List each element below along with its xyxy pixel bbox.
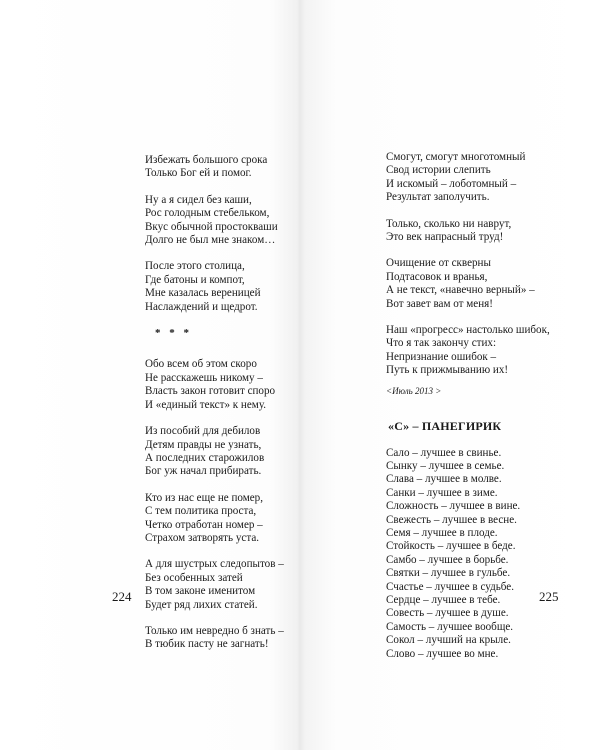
verse-line: Власть закон готовит споро [145,385,276,398]
verse-line: Подтасовок и вранья, [386,270,488,283]
verse-line: В тюбик пасту не загнать! [145,638,269,651]
verse-line: Санки – лучшее в зиме. [386,486,498,499]
verse-line: В том законе именитом [145,585,256,598]
verse-line: С тем политика проста, [145,505,257,518]
stanza [145,425,295,479]
verse-line: Сало – лучшее в свинье. [386,446,502,459]
verse-line: Сынку – лучшее в семье. [386,459,505,472]
verse-line: А для шустрых следопытов – [145,558,284,571]
poem-title: «С» – ПАНЕГИРИК [388,419,502,434]
section-separator: * * * [155,327,192,340]
verse-line: Что я так закончу стих: [386,337,497,350]
verse-line: Без особенных затей [145,571,243,584]
verse-line: Наш «прогресс» настолько шибок, [386,324,550,337]
verse-line: После этого столица, [145,260,245,273]
verse-line: Избежать большого срока [145,154,268,166]
verse-line: Кто из нас еще не помер, [145,491,263,504]
stanza [386,257,586,311]
stanza [145,358,295,412]
verse-line: Сложность – лучшее в вине. [386,500,521,513]
stanza [145,260,295,314]
verse-line: Обо всем об этом скоро [145,358,257,371]
verse-line: Не расскажешь никому – [145,371,263,384]
verse-line: Совесть – лучшее в душе. [386,607,509,620]
verse-line: Наслаждений и щедрот. [145,300,258,313]
verse-line: Вот завет вам от меня! [386,297,493,310]
verse-line: Путь к прижмыванию их! [386,364,509,377]
stanza [145,492,295,546]
verse-line: Мне казалась вереницей [145,287,261,300]
verse-line: Самость – лучшее вообще. [386,620,514,633]
verse-line: Рос голодным стебельком, [145,207,270,220]
verse-line: Бог уж начал прибирать. [145,465,262,478]
verse-line: Святки – лучшее в гульбе. [386,567,511,580]
verse-line: И искомый – лоботомный – [386,177,517,190]
verse-line: Вкус обычной простокваши [145,220,278,233]
verse-line: Четко отработан номер – [145,518,263,531]
verse-line: Только, сколько ни наврут, [386,217,512,230]
verse-line: Только им невредно б знать – [145,624,284,637]
verse-line: Сокол – лучший на крыле. [386,634,511,647]
verse-line: Непризнание ошибок – [386,350,497,363]
verse-line: Смогут, смогут многотомный [386,151,526,163]
verse-line: Самбо – лучшее в борьбе. [386,553,509,566]
page-number: 225 [539,589,559,604]
stanza [145,625,295,652]
stanza [386,218,586,245]
verse-line: Слава – лучшее в молве. [386,473,502,486]
right-page [300,0,600,750]
stanza [386,324,586,378]
verse-line: Свежесть – лучшее в весне. [386,513,517,526]
verse-line: Будет ряд лихих статей. [145,598,258,611]
verse-line: Результат заполучить. [386,191,490,204]
verse-line: Долго не был мне знаком… [145,234,276,247]
verse-line: Сердце – лучшее в тебе. [386,593,501,606]
verse-line: Счастье – лучшее в судьбе. [386,580,514,593]
verse-line: Ну а я сидел без каши, [145,193,252,206]
verse-line: Очищение от скверны [386,257,491,270]
verse-line: А последних старожилов [145,451,265,464]
verse-line: Это век напрасный труд! [386,231,504,244]
verse-line: Свод истории слепить [386,164,491,177]
verse-line: Детям правды не узнать, [145,438,262,451]
verse-line: Слово – лучшее во мне. [386,647,499,660]
stanza [386,151,586,205]
verse-line: Семя – лучшее в плоде. [386,526,498,539]
verse-line: А не текст, «навечно верный» – [386,284,535,297]
stanza [145,558,295,612]
verse-line: Стойкость – лучшее в беде. [386,540,516,553]
stanza [145,154,295,181]
verse-line: Из пособий для дебилов [145,425,261,438]
verse-line: Только Бог ей и помог. [145,167,252,180]
verse-line: Страхом затворять уста. [145,531,260,544]
page-number: 224 [112,589,132,604]
panegyric-stanza [386,447,586,662]
verse-line: Где батоны и компот, [145,273,245,286]
left-text-column [145,154,295,665]
verse-line: И «единый текст» к нему. [145,398,267,411]
stanza [145,194,295,248]
poem-date: <Июль 2013 > [386,385,442,396]
